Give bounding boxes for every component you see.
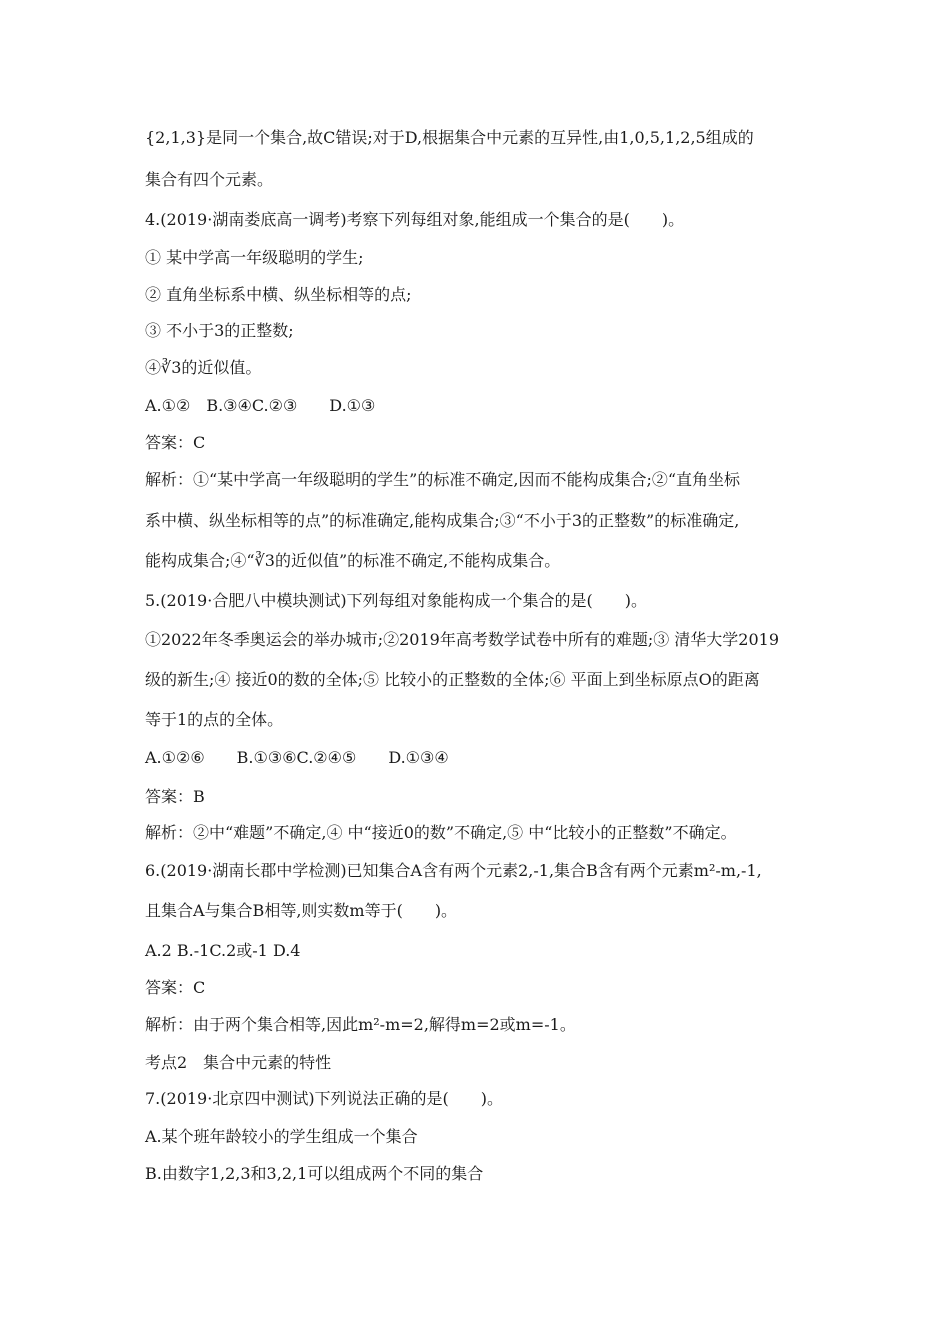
question-5-options: A.①②⑥ B.①③⑥C.②④⑤ D.①③④ xyxy=(145,748,449,767)
text-line: 等于1的点的全体。 xyxy=(145,710,284,729)
question-6-options: A.2 B.-1C.2或-1 D.4 xyxy=(145,941,301,960)
text-line: ① 某中学高一年级聪明的学生; xyxy=(145,248,364,267)
question-5-answer: 答案：B xyxy=(145,787,205,806)
question-4-options: A.①② B.③④C.②③ D.①③ xyxy=(145,396,376,415)
text-line: 系中横、纵坐标相等的点”的标准确定,能构成集合;③“不小于3的正整数”的标准确定, xyxy=(145,511,740,530)
text-line: ② 直角坐标系中横、纵坐标相等的点; xyxy=(145,285,412,304)
question-6-stem: 6.(2019·湖南长郡中学检测)已知集合A含有两个元素2,-1,集合B含有两个元素m²-m,-1, xyxy=(145,861,762,880)
text-line: {2,1,3}是同一个集合,故C错误;对于D,根据集合中元素的互异性,由1,0,5,1,2,5组成的 xyxy=(145,128,754,147)
text-line: ③ 不小于3的正整数; xyxy=(145,321,294,340)
text-line: ①2022年冬季奥运会的举办城市;②2019年高考数学试卷中所有的难题;③ 清华大学2019 xyxy=(145,630,780,649)
question-5-stem: 5.(2019·合肥八中模块测试)下列每组对象能构成一个集合的是( )。 xyxy=(145,591,648,610)
question-4-analysis: 解析：①“某中学高一年级聪明的学生”的标准不确定,因而不能构成集合;②“直角坐标 xyxy=(145,470,741,489)
question-6-analysis: 解析：由于两个集合相等,因此m²-m=2,解得m=2或m=-1。 xyxy=(145,1015,576,1034)
question-7-option-b: B.由数字1,2,3和3,2,1可以组成两个不同的集合 xyxy=(145,1164,484,1183)
question-7-option-a: A.某个班年龄较小的学生组成一个集合 xyxy=(145,1127,418,1146)
section-heading: 考点2 集合中元素的特性 xyxy=(145,1053,332,1072)
text-line: 且集合A与集合B相等,则实数m等于( )。 xyxy=(145,901,458,920)
question-6-answer: 答案：C xyxy=(145,978,206,997)
question-5-analysis: 解析：②中“难题”不确定,④ 中“接近0的数”不确定,⑤ 中“比较小的正整数”不确定。 xyxy=(145,823,737,842)
text-line: 级的新生;④ 接近0的数的全体;⑤ 比较小的正整数的全体;⑥ 平面上到坐标原点O的距离 xyxy=(145,670,760,689)
question-7-stem: 7.(2019·北京四中测试)下列说法正确的是( )。 xyxy=(145,1089,504,1108)
text-line: ④∛3的近似值。 xyxy=(145,358,262,377)
question-4-answer: 答案：C xyxy=(145,433,206,452)
question-4-stem: 4.(2019·湖南娄底高一调考)考察下列每组对象,能组成一个集合的是( )。 xyxy=(145,210,685,229)
text-line: 能构成集合;④“∛3的近似值”的标准不确定,不能构成集合。 xyxy=(145,551,561,570)
text-line: 集合有四个元素。 xyxy=(145,170,274,189)
